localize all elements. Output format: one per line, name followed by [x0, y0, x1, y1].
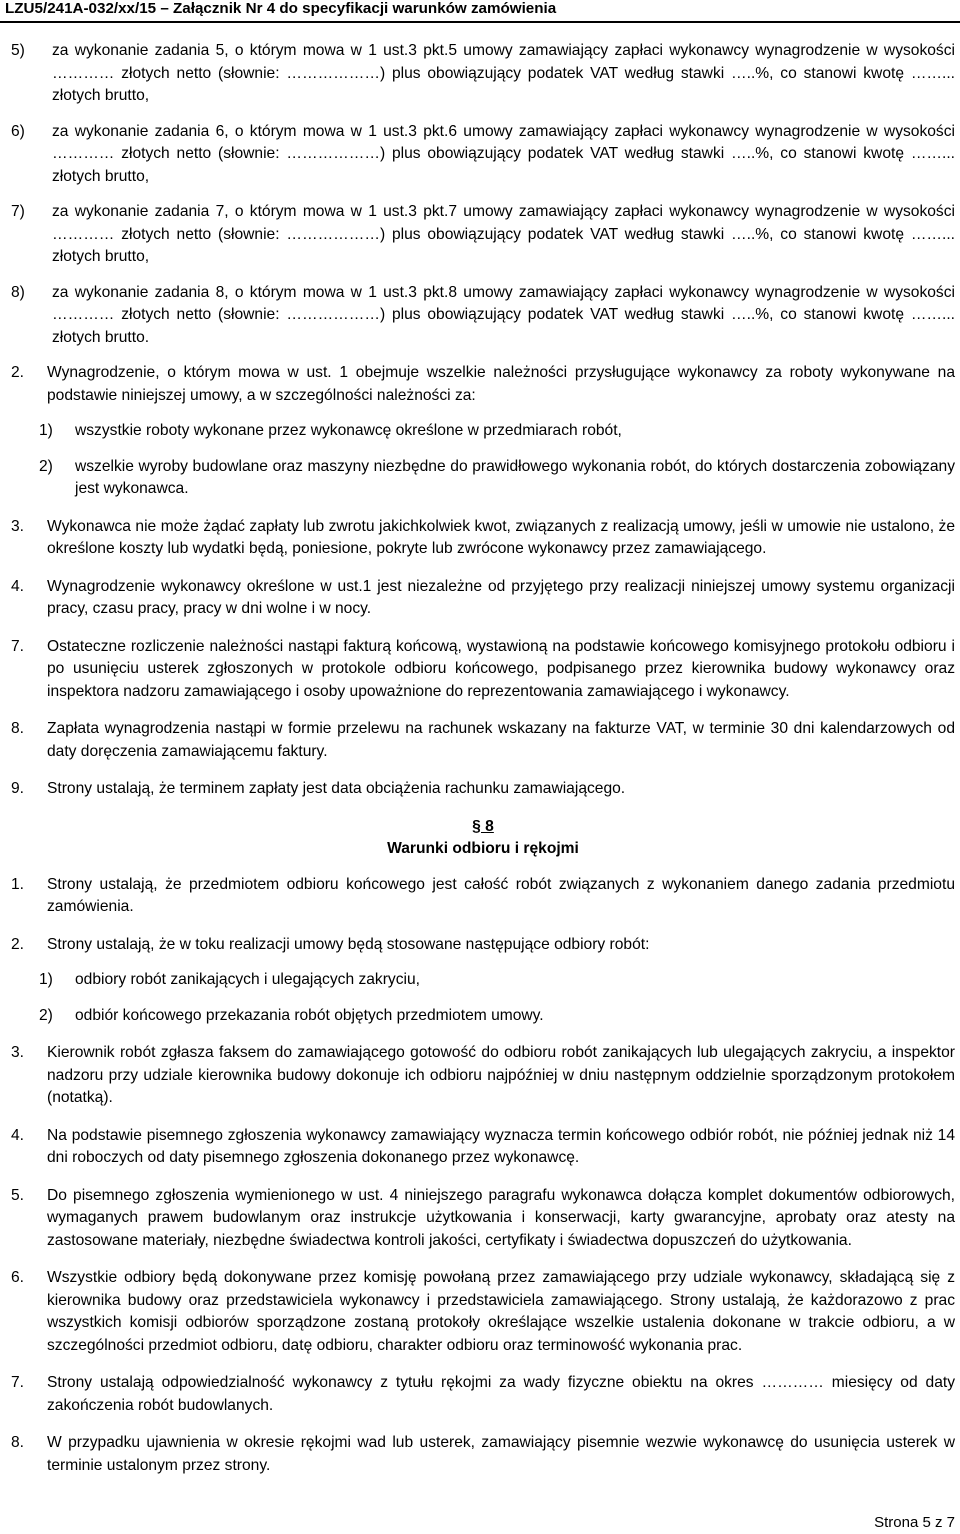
paragraph-9: [11, 778, 955, 801]
paragraph-number: 6.: [11, 1269, 25, 1286]
paragraph-number: 4.: [11, 1126, 25, 1144]
paragraph-number: 9.: [11, 780, 25, 797]
paragraph-number: 1.: [11, 875, 25, 893]
item-text: odbiór końcowego przekazania robót objętych przedmiotem umowy.: [75, 1006, 544, 1024]
section8-paragraph-3: [11, 1042, 955, 1110]
item-number: 2): [39, 1006, 53, 1024]
section8-paragraph-6: [11, 1267, 955, 1357]
paragraph-3: [11, 516, 955, 561]
paragraph-number: 4.: [11, 577, 25, 595]
paragraph-number: 7.: [11, 637, 25, 655]
page-number: Strona 5 z 7: [874, 1514, 955, 1531]
paragraph-number: 3.: [11, 517, 25, 535]
paragraph-text: Strony ustalają, że przedmiotem odbioru końcowego jest całość robót związanych z wykonaniem danego zadania przedmiotu zamówienia.: [47, 875, 955, 915]
paragraph-7: [11, 636, 955, 704]
list-item: [11, 969, 955, 992]
payment-item-6: [11, 121, 955, 189]
item-number: 6): [11, 122, 25, 140]
paragraph-number: 2.: [11, 364, 25, 381]
paragraph-text: Strony ustalają, że w toku realizacji umowy będą stosowane następujące odbiory robót:: [47, 935, 650, 953]
paragraph-text: Strony ustalają, że terminem zapłaty jest data obciążenia rachunku zamawiającego.: [47, 780, 626, 797]
paragraph-text: Wynagrodzenie wykonawcy określone w ust.1 jest niezależne od przyjętego przy realizacji niniejszej umowy systemu organizacji pracy, czasu pracy, pracy w dni wolne i w nocy.: [47, 577, 955, 617]
list-item: [11, 1005, 955, 1028]
paragraph-2: [11, 362, 955, 407]
item-number: 8): [11, 283, 25, 301]
section-heading: [11, 816, 955, 860]
item-number: 1): [39, 422, 53, 439]
section-title: Warunki odbioru i rękojmi: [387, 839, 579, 857]
item-text: za wykonanie zadania 7, o którym mowa w 1 ust.3 pkt.7 umowy zamawiający zapłaci wykonawcy wynagrodzenie w wysokości ………… złotych netto (słownie: ………………) plus obowiązujący podatek VAT według stawki …..%, co stanowi kwotę ……... złotych brutto,: [52, 203, 955, 265]
paragraph-number: 2.: [11, 935, 25, 953]
paragraph-number: 8.: [11, 720, 25, 737]
paragraph-text: Wszystkie odbiory będą dokonywane przez komisję powołaną przez zamawiającego przy udziale wykonawcy, składającą się z kierownika budowy oraz przedstawiciela wykonawcy i przedstawiciela zamawiającego. Strony ustalają, że każdorazowo z prac wszystkich komisji odbiorów sporządzone zostaną protokoły określające wszelkie ustalenia dokonane w trakcie odbioru, a w szczególności przedmiot odbioru, datę odbioru, charakter odbioru oraz terminowość wykonania prac.: [47, 1269, 955, 1354]
paragraph-text: Strony ustalają odpowiedzialność wykonawcy z tytułu rękojmi za wady fizyczne obiektu na okres ………… miesięcy od daty zakończenia robót budowlanych.: [47, 1374, 955, 1414]
paragraph-text: Zapłata wynagrodzenia nastąpi w formie przelewu na rachunek wskazany na fakturze VAT, w terminie 30 dni kalendarzowych od daty doręczenia zamawiającemu faktury.: [47, 720, 955, 760]
item-number: 7): [11, 203, 25, 220]
paragraph-8: [11, 718, 955, 763]
paragraph-text: Kierownik robót zgłasza faksem do zamawiającego gotowość do odbioru robót zanikających lub ulegających zakryciu, a inspektor nadzoru przy udziale kierownika budowy dokonuje ich odbioru najpóźniej w dniu następnym oddzielnie sporządzonym protokołem (notatką).: [47, 1044, 955, 1106]
paragraph-number: 5.: [11, 1186, 25, 1204]
list-item: [11, 420, 955, 443]
item-number: 1): [39, 971, 53, 988]
item-text: odbiory robót zanikających i ulegających zakryciu,: [75, 971, 420, 988]
paragraph-number: 7.: [11, 1374, 25, 1391]
header-divider: [0, 21, 960, 23]
section8-paragraph-5: [11, 1185, 955, 1253]
payment-item-7: [11, 201, 955, 269]
item-text: wszelkie wyroby budowlane oraz maszyny niezbędne do prawidłowego wykonania robót, do których dostarczenia zobowiązany jest wykonawca.: [75, 457, 955, 497]
document-header: LZU5/241A-032/xx/15 – Załącznik Nr 4 do specyfikacji warunków zamówienia: [5, 0, 557, 17]
payment-item-8: [11, 282, 955, 350]
paragraph-number: 3.: [11, 1044, 25, 1061]
item-text: za wykonanie zadania 5, o którym mowa w 1 ust.3 pkt.5 umowy zamawiający zapłaci wykonawcy wynagrodzenie w wysokości ………… złotych netto (słownie: ………………) plus obowiązujący podatek VAT według stawki …..%, co stanowi kwotę ……... złotych brutto,: [52, 42, 955, 104]
section8-paragraph-8: [11, 1432, 955, 1477]
section8-paragraph-7: [11, 1372, 955, 1417]
paragraph-text: Do pisemnego zgłoszenia wymienionego w ust. 4 niniejszego paragrafu wykonawca dołącza komplet dokumentów odbiorowych, wymaganych prawem budowlanym oraz instrukcje użytkowania i konserwacji, karty gwarancyjne, aprobaty oraz atesty na zastosowane materiały, niezbędne świadectwa kontroli jakości, certyfikaty i świadectwa dopuszczeń do użytkowania.: [47, 1186, 955, 1249]
item-text: za wykonanie zadania 6, o którym mowa w 1 ust.3 pkt.6 umowy zamawiający zapłaci wykonawcy wynagrodzenie w wysokości ………… złotych netto (słownie: ………………) plus obowiązujący podatek VAT według stawki …..%, co stanowi kwotę ……... złotych brutto,: [52, 122, 955, 185]
section8-paragraph-4: [11, 1125, 955, 1170]
item-text: wszystkie roboty wykonane przez wykonawcę określone w przedmiarach robót,: [75, 422, 622, 439]
list-item: [11, 456, 955, 501]
document-body: [11, 40, 955, 1477]
paragraph-text: Na podstawie pisemnego zgłoszenia wykonawcy zamawiający wyznacza termin końcowego odbiór robót, nie później jednak niż 14 dni roboczych od daty pisemnego zgłoszenia dokonanego przez wykonawcę.: [47, 1126, 955, 1166]
paragraph-text: Wykonawca nie może żądać zapłaty lub zwrotu jakichkolwiek kwot, związanych z realizacją umowy, jeśli w umowie nie ustalono, że określone koszty lub wydatki będą, poniesione, pokryte lub zwrócone wykonawcy przez zamawiającego.: [47, 517, 955, 557]
section8-paragraph-2: [11, 934, 955, 957]
section8-paragraph-1: [11, 874, 955, 919]
paragraph-text: W przypadku ujawnienia w okresie rękojmi wad lub usterek, zamawiający pisemnie wezwie wykonawcę do usunięcia usterek w terminie ustalonym przez strony.: [47, 1434, 955, 1474]
paragraph-4: [11, 576, 955, 621]
section-number: § 8: [472, 817, 494, 835]
item-number: 5): [11, 42, 25, 59]
paragraph-number: 8.: [11, 1434, 25, 1451]
item-text: za wykonanie zadania 8, o którym mowa w 1 ust.3 pkt.8 umowy zamawiający zapłaci wykonawcy wynagrodzenie w wysokości ………… złotych netto (słownie: ………………) plus obowiązujący podatek VAT według stawki …..%, co stanowi kwotę ……... złotych brutto.: [52, 283, 955, 346]
payment-item-5: [11, 40, 955, 108]
paragraph-text: Ostateczne rozliczenie należności nastąpi fakturą końcową, wystawioną na podstawie końcowego komisyjnego protokołu odbioru i po usunięciu usterek zgłoszonych w protokole odbioru końcowego, podpisanego przez kierownika budowy wykonawcy oraz inspektora nadzoru zamawiającego i osoby upoważnione do reprezentowania zamawiającego i wykonawcy.: [47, 637, 955, 700]
paragraph-text: Wynagrodzenie, o którym mowa w ust. 1 obejmuje wszelkie należności przysługujące wykonawcy za roboty wykonywane na podstawie niniejszej umowy, a w szczególności należności za:: [47, 364, 955, 404]
item-number: 2): [39, 457, 53, 475]
